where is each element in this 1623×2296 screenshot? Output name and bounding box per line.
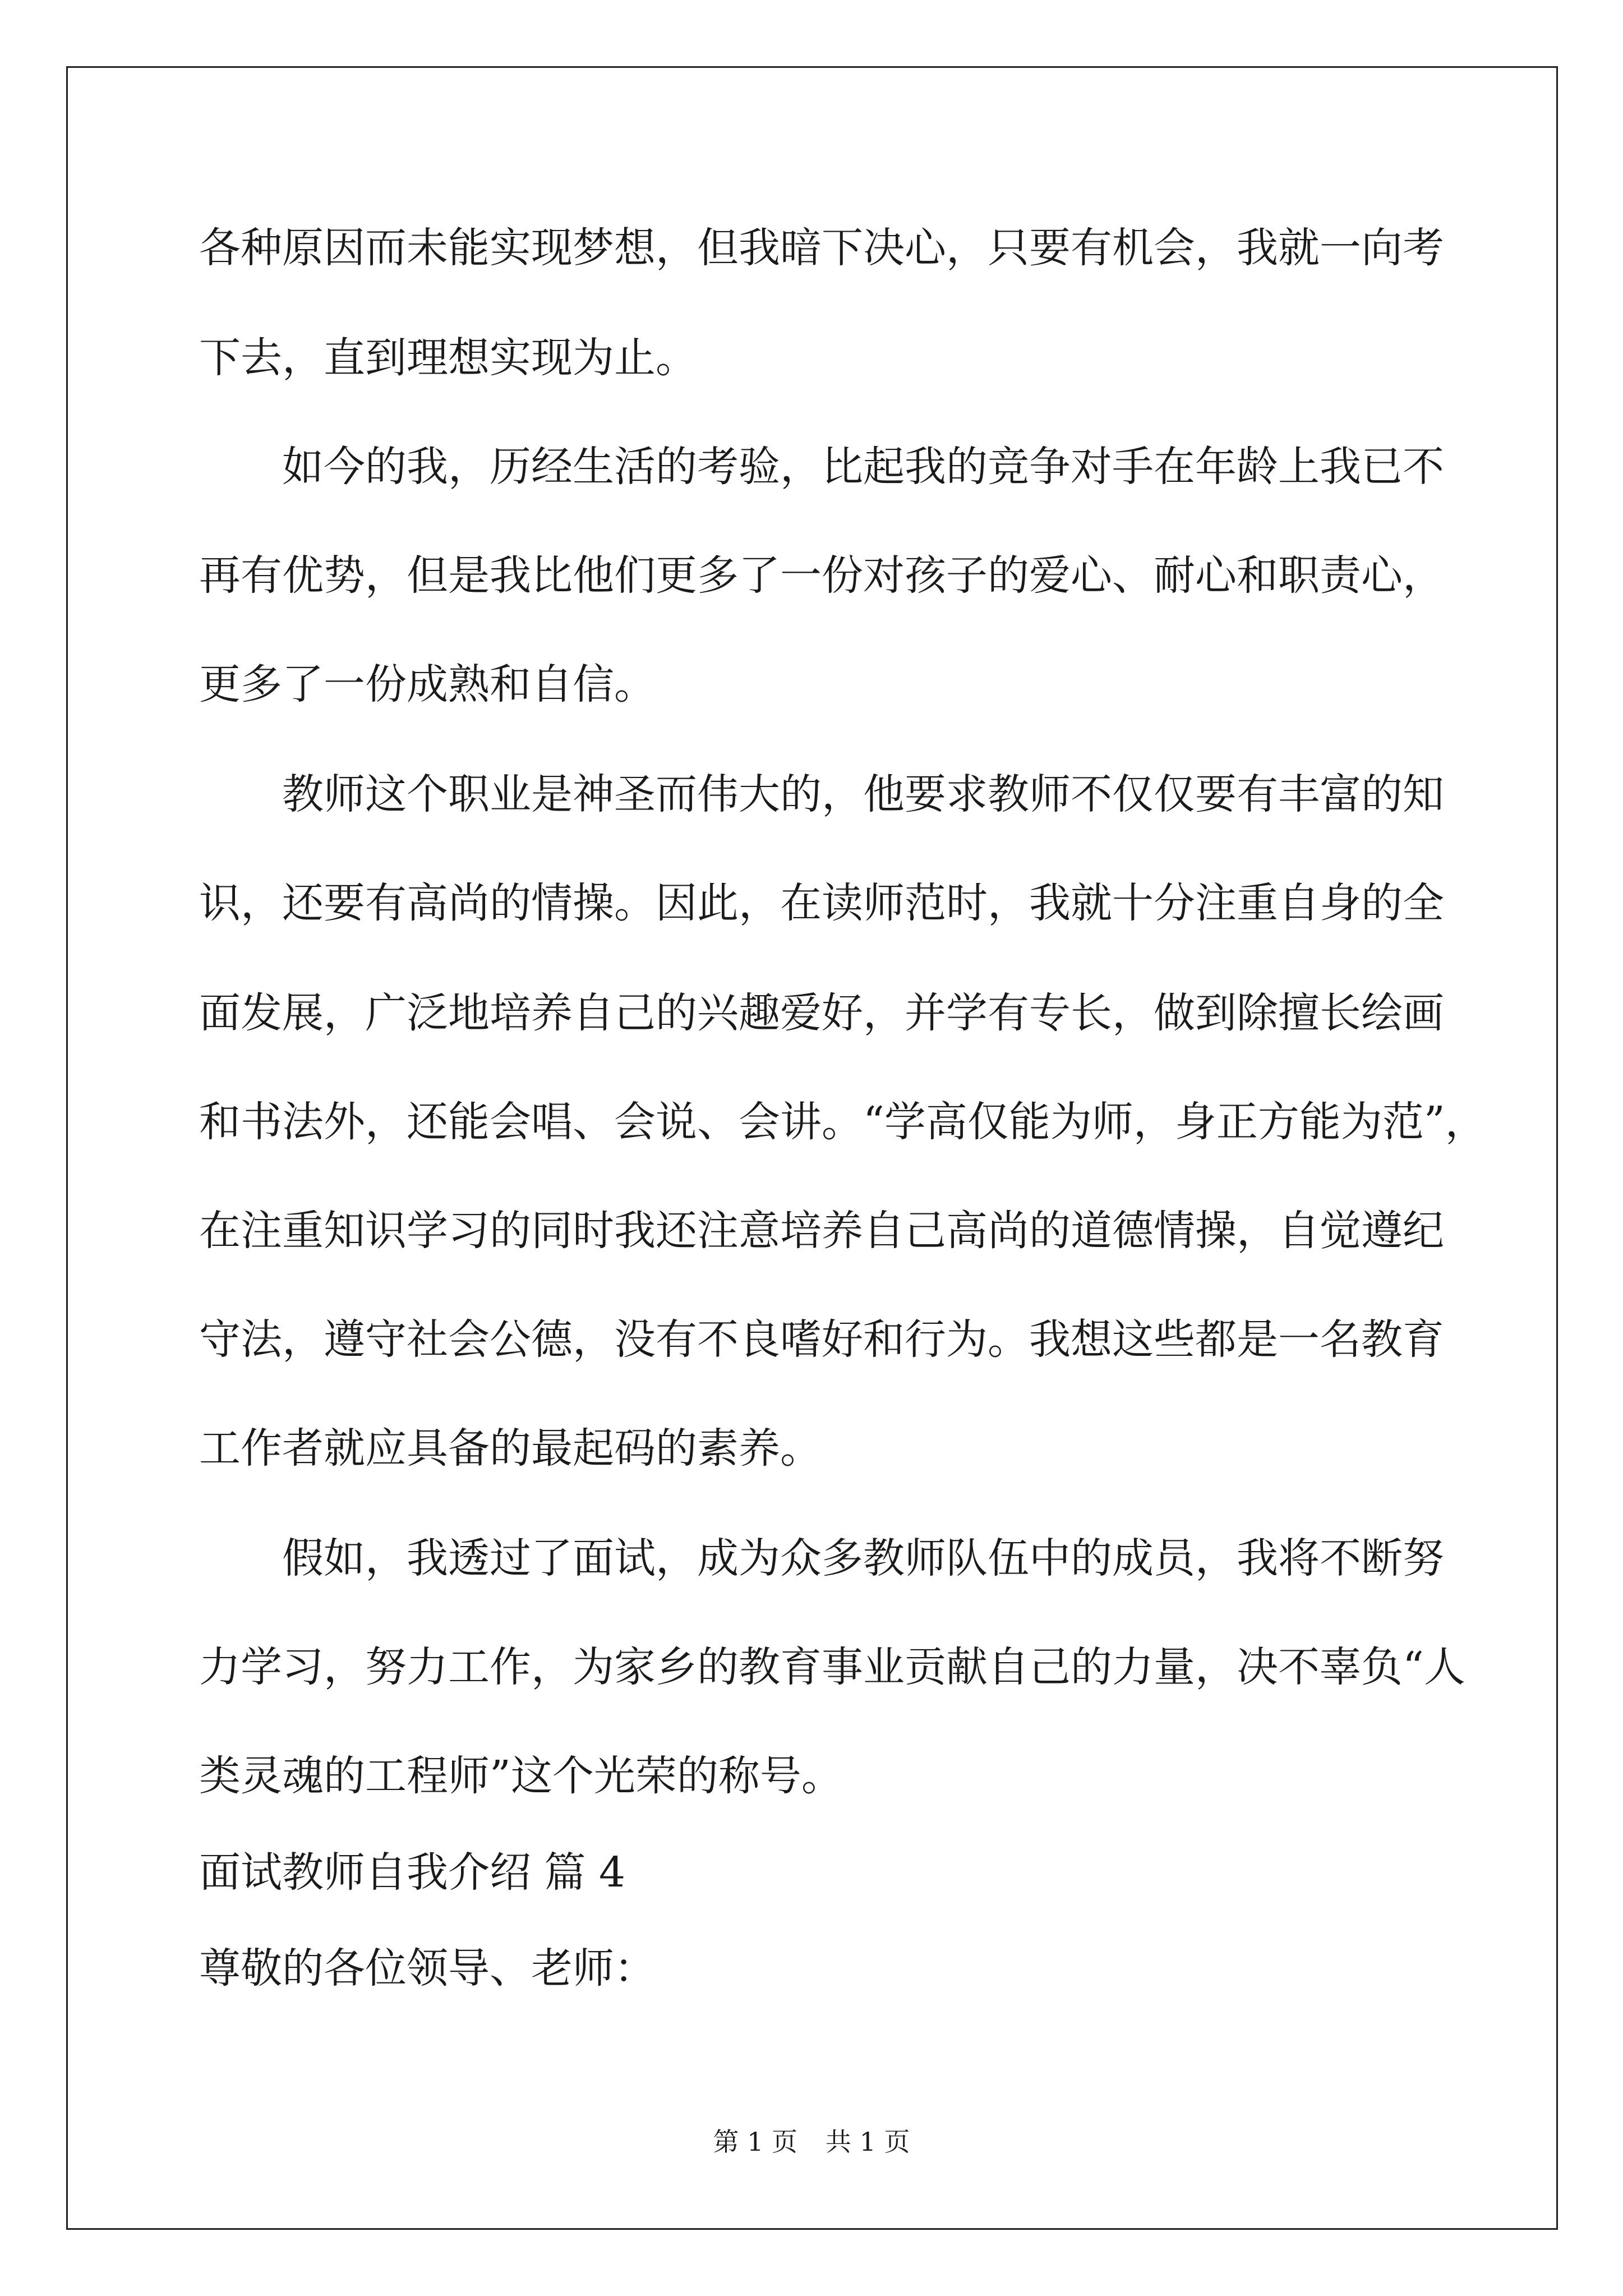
section-heading: 面试教师自我介绍 篇 4 <box>199 1848 626 1897</box>
text-line: 和书法外，还能会唱、会说、会讲。“学高仅能为师，身正方能为范”， <box>199 1098 1487 1146</box>
salutation: 尊敬的各位领导、老师： <box>199 1944 656 1993</box>
text-line: 如今的我，历经生活的考验，比起我的竞争对手在年龄上我已不 <box>199 443 1444 491</box>
text-line: 假如，我透过了面试，成为众多教师队伍中的成员，我将不断努 <box>199 1534 1444 1582</box>
text-line: 面发展，广泛地培养自己的兴趣爱好，并学有专长，做到除擅长绘画 <box>199 989 1444 1037</box>
text-line: 下去，直到理想实现为止。 <box>199 334 697 382</box>
text-line: 守法，遵守社会公德，没有不良嗜好和行为。我想这些都是一名教育 <box>199 1315 1444 1364</box>
page-footer <box>0 2126 1623 2157</box>
text-line: 识，还要有高尚的情操。因此，在读师范时，我就十分注重自身的全 <box>199 879 1444 927</box>
text-line: 更多了一份成熟和自信。 <box>199 660 656 708</box>
page-total: 共 1 页 <box>826 2127 910 2157</box>
text-line: 再有优势，但是我比他们更多了一份对孩子的爱心、耐心和职责心， <box>199 551 1444 600</box>
page-number: 第 1 页 <box>713 2127 797 2157</box>
text-line: 力学习，努力工作，为家乡的教育事业贡献自己的力量，决不辜负“人 <box>199 1643 1465 1691</box>
page-border <box>66 66 1558 2230</box>
text-line: 工作者就应具备的最起码的素养。 <box>199 1424 822 1473</box>
text-line: 类灵魂的工程师”这个光荣的称号。 <box>199 1752 843 1800</box>
text-line: 教师这个职业是神圣而伟大的，他要求教师不仅仅要有丰富的知 <box>199 770 1444 818</box>
text-line: 在注重知识学习的同时我还注意培养自己高尚的道德情操，自觉遵纪 <box>199 1207 1444 1255</box>
text-line: 各种原因而未能实现梦想，但我暗下决心，只要有机会，我就一向考 <box>199 224 1444 272</box>
